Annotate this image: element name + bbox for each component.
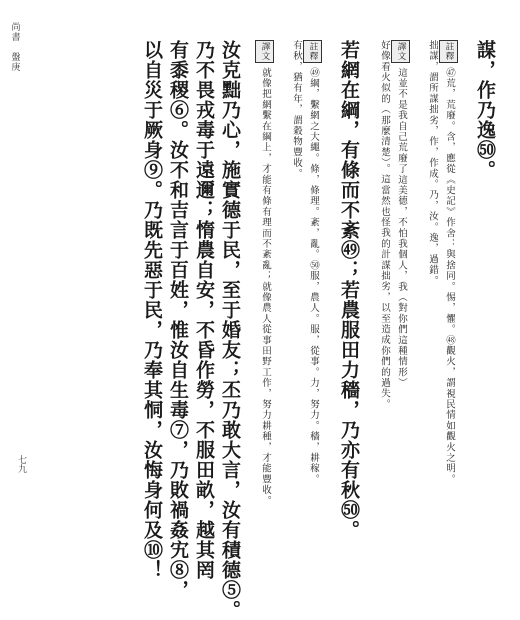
classical-text-column [217,40,243,620]
translation-tag: 譯文 [391,40,410,63]
column-text: 有秋，猶有年，謂穀物豐收。 [291,40,302,180]
column-text: 以自災于厥身 [141,40,163,160]
column-text: 。汝不和吉言于百姓，惟汝自生毒 [167,120,189,420]
footnote-marker: ⑧ [167,560,189,580]
footnote-marker: ⑦ [167,420,189,440]
classical-text-column [472,40,498,180]
column-text: 謀，作乃逸 [474,40,496,140]
book-title: 尚書 [9,22,20,42]
commentary-column [393,40,410,388]
chapter-title: 盤庚 [9,52,20,72]
column-text: 。 [338,520,360,540]
column-text: 若網在綱，有條而不紊 [338,40,360,240]
classical-text-column [336,40,362,540]
commentary-column [305,40,322,485]
footnote-marker: ⑨ [141,160,163,180]
column-text: ㊾綱，繫網之大繩。條，條理。紊，亂。㊿服，農人。服，從事。力，努力。穡，耕稼。 [308,67,319,485]
running-head [6,22,24,72]
commentary-column [441,40,458,485]
column-text: ，乃敗禍姦宄 [167,440,189,560]
notes-tag: 註釋 [439,40,458,63]
column-text: 好像看火似的（那麼清楚）。這當然也怪我的計謀拙劣，以至造成你們的過失。 [379,40,390,410]
column-text: 有黍稷 [167,40,189,100]
column-text: ！ [141,560,163,580]
page-number: 七九 [16,455,26,473]
classical-text-column [191,40,217,580]
footnote-marker: ㊿ [474,140,496,160]
footnote-marker: ⑥ [167,100,189,120]
column-text: 汝克黜乃心，施實德于民，至于婚友；丕乃敢大言，汝有積德 [219,40,241,580]
column-text: 。 [219,600,241,620]
footnote-marker: ⑩ [141,540,163,560]
footnote-marker: ㊿ [338,500,360,520]
column-text: ， [167,580,189,600]
column-text: 。 [474,160,496,180]
column-text: 乃不畏戎毒于遠邇；惰農自安，不昏作勞，不服田畝，越其罔 [193,40,215,580]
column-text: ㊼荒，荒廢。含，應從《史記》作舍：與捨同。惕，懼。㊽觀火，謂視民情如觀火之明。 [444,67,455,485]
commentary-column [257,40,274,507]
footnote-marker: ⑤ [219,580,241,600]
column-text: 這並不是我自己荒廢了這美德，不怕我個人，我（對你們這種情形） [396,67,407,389]
text-body [139,40,498,620]
footnote-marker: ㊾ [338,240,360,260]
column-text: ；若農服田力穡，乃亦有秋 [338,260,360,500]
translation-tag: 譯文 [255,40,274,63]
column-text: 就像把網繫在綱上，才能有條有理而不紊亂；就像農人從事田野工作，努力耕種，才能豐收。 [260,67,271,507]
classical-text-column [139,40,165,580]
notes-tag: 註釋 [303,40,322,63]
column-text: 拙謀，謂所謀拙劣，作，作成。乃，汝。逸，過錯。 [427,40,438,287]
classical-text-column [165,40,191,600]
column-text: 。乃既先惡于民，乃奉其恫，汝悔身何及 [141,180,163,540]
